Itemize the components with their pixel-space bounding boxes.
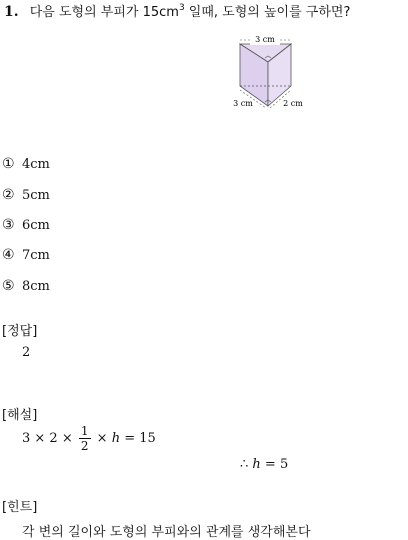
conclusion-value: = 5 bbox=[260, 457, 289, 472]
choice-5-mark: ⑤ bbox=[2, 278, 15, 294]
therefore-symbol: ∴ bbox=[240, 457, 253, 472]
choice-1-mark: ① bbox=[2, 156, 15, 172]
choice-4-mark: ④ bbox=[2, 247, 15, 263]
equation-variable: h bbox=[111, 431, 121, 446]
question-text-after: 일때, 도형의 높이를 구하면? bbox=[184, 5, 351, 20]
question-text bbox=[30, 5, 351, 20]
solution-label: [해설] bbox=[2, 408, 38, 423]
hint-text: 각 변의 길이와 도형의 부피와의 관계를 생각해본다 bbox=[22, 525, 311, 540]
prism-figure bbox=[228, 34, 308, 114]
solution-equation bbox=[22, 424, 156, 453]
choice-3-mark: ③ bbox=[2, 217, 15, 233]
question-number: 1. bbox=[4, 4, 19, 20]
choice-1[interactable] bbox=[2, 156, 50, 172]
conclusion-variable: h bbox=[252, 457, 261, 472]
answer-label: [정답] bbox=[2, 324, 38, 339]
choice-4[interactable] bbox=[2, 247, 50, 263]
choice-4-text: 7cm bbox=[22, 248, 50, 263]
fraction bbox=[79, 424, 91, 453]
hint-label: [힌트] bbox=[2, 500, 38, 515]
choice-3[interactable] bbox=[2, 217, 50, 233]
question-text-main: 다음 도형의 부피가 15cm bbox=[29, 5, 179, 20]
equation-left: 3 × 2 × bbox=[22, 431, 73, 446]
choice-5-text: 8cm bbox=[22, 279, 50, 294]
fraction-denominator: 2 bbox=[80, 439, 89, 453]
question-row bbox=[4, 1, 350, 20]
choice-2-text: 5cm bbox=[22, 188, 50, 203]
answer-value: 2 bbox=[22, 345, 31, 360]
choice-1-text: 4cm bbox=[22, 157, 50, 172]
choice-3-text: 6cm bbox=[22, 218, 50, 233]
choice-2[interactable] bbox=[2, 187, 50, 203]
top-dimension-label: 3 cm bbox=[255, 35, 275, 44]
choice-2-mark: ② bbox=[2, 187, 15, 203]
equation-mid: × bbox=[96, 431, 112, 446]
fraction-numerator: 1 bbox=[80, 424, 89, 438]
bottom-right-dimension-label: 2 cm bbox=[283, 99, 303, 108]
bottom-left-dimension-label: 3 cm bbox=[233, 99, 253, 108]
question-exponent: 3 bbox=[178, 3, 185, 13]
choice-5[interactable] bbox=[2, 278, 50, 294]
equation-right: = 15 bbox=[120, 431, 156, 446]
solution-conclusion bbox=[240, 457, 288, 472]
